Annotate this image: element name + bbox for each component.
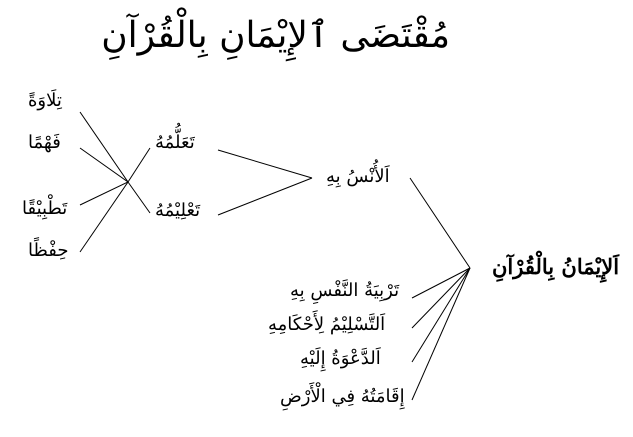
root-node: اَلإِيْمَانُ بِالْقُرْآنِ: [492, 254, 620, 279]
connector-root-iqama: [412, 268, 470, 400]
connector-root-uns: [410, 178, 470, 268]
connector-uns-taallum: [218, 150, 312, 178]
connector-talim-hub: [128, 182, 150, 213]
leaf-fahm: فَهْمًا: [28, 132, 61, 153]
connector-hub-fahm: [80, 148, 128, 182]
connector-hub-tilawa: [80, 112, 128, 182]
branch-node-uns: اَلأُنْسُ بِهِ: [326, 166, 390, 187]
connector-uns-talim: [218, 178, 312, 215]
item-dawa: اَلدَّعْوَةُ إِلَيْهِ: [300, 348, 381, 369]
branch-node-talim: تَعْلِيْمُهُ: [155, 200, 201, 221]
leaf-hifz: حِفْظًا: [28, 240, 69, 261]
connector-root-taslim: [412, 268, 470, 328]
connector-hub-hifz: [80, 182, 128, 252]
item-iqama: إِقَامَتُهُ فِي الْأَرْضِ: [280, 386, 405, 407]
item-taslim: اَلتَّسْلِيْمُ لِأَحْكَامِهِ: [268, 314, 386, 335]
branch-node-taallum: تَعَلُّمُهُ: [155, 132, 195, 153]
connector-root-dawa: [412, 268, 470, 362]
connector-hub-tatbiq: [80, 182, 128, 205]
leaf-tilawa: تِلَاوَةً: [28, 90, 62, 111]
diagram-title: مُقْتَضَى ٱلإِيْمَانِ بِالْقُرْآنِ: [101, 15, 450, 56]
leaf-tatbiq: تَطْبِيْقًا: [22, 198, 68, 219]
connector-taallum-hub: [128, 148, 150, 182]
item-tarbiya: تَرْبِيَةُ النَّفْسِ بِهِ: [290, 280, 400, 301]
